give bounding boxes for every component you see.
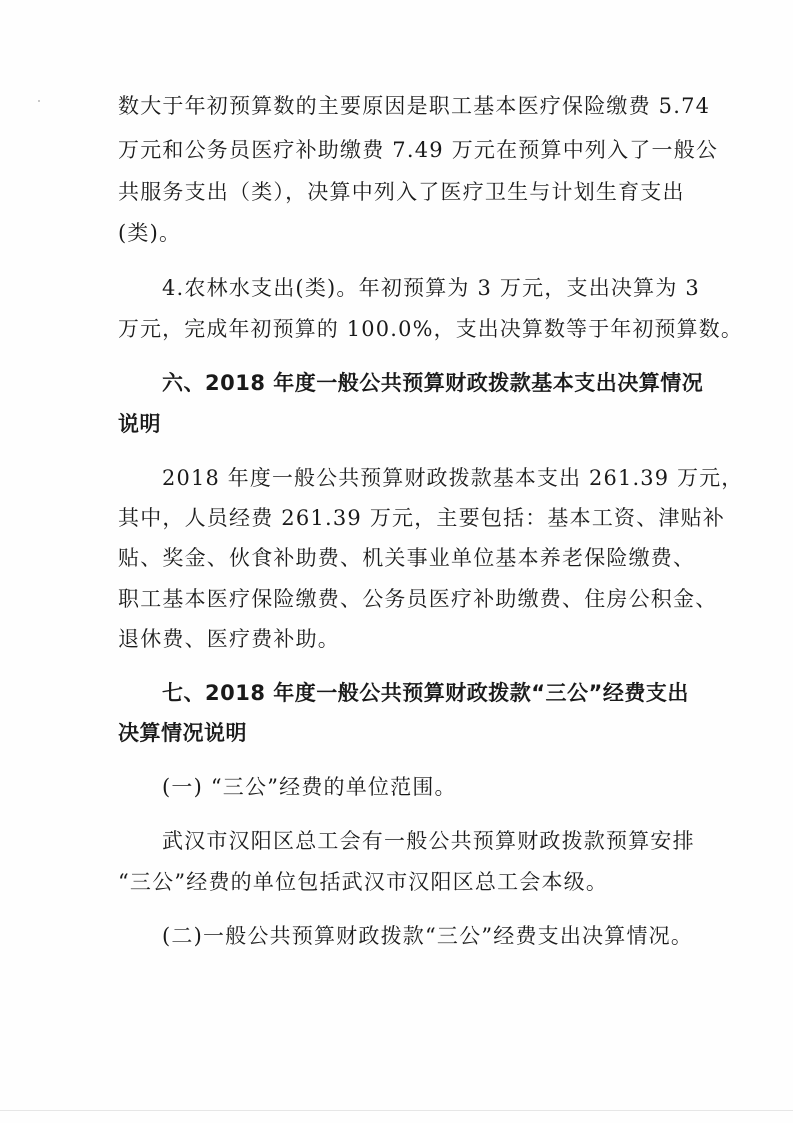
section-heading: 说明 (118, 412, 161, 436)
paragraph-line: 职工基本医疗保险缴费、公务员医疗补助缴费、住房公积金、 (118, 587, 718, 611)
paragraph-line: 万元，完成年初预算的 100.0%，支出决算数等于年初预算数。 (118, 317, 743, 341)
paragraph-line: 其中，人员经费 261.39 万元，主要包括：基本工资、津贴补 (118, 506, 726, 530)
paragraph-line: 万元和公务员医疗补助缴费 7.49 万元在预算中列入了一般公 (118, 138, 719, 162)
scan-speck (38, 100, 40, 102)
paragraph-line: “三公”经费的单位包括武汉市汉阳区总工会本级。 (118, 870, 609, 894)
section-heading: 七、2018 年度一般公共预算财政拨款“三公”经费支出 (162, 681, 689, 705)
paragraph-line: 4.农林水支出(类)。年初预算为 3 万元，支出决算为 3 (162, 276, 700, 300)
paragraph-line: 2018 年度一般公共预算财政拨款基本支出 261.39 万元， (162, 466, 744, 490)
paragraph-line: (类)。 (118, 221, 182, 245)
section-heading: 六、2018 年度一般公共预算财政拨款基本支出决算情况 (162, 371, 704, 395)
paragraph-line: 数大于年初预算数的主要原因是职工基本医疗保险缴费 5.74 (118, 94, 711, 118)
paragraph-line: 贴、奖金、伙食补助费、机关事业单位基本养老保险缴费、 (118, 546, 696, 570)
paragraph-line: 共服务支出（类），决算中列入了医疗卫生与计划生育支出 (118, 180, 685, 204)
page-bottom-edge (0, 1110, 793, 1111)
paragraph-line: 退休费、医疗费补助。 (118, 627, 340, 651)
subsection-title: (一) “三公”经费的单位范围。 (162, 775, 457, 799)
subsection-title: (二)一般公共预算财政拨款“三公”经费支出决算情况。 (162, 924, 694, 948)
section-heading: 决算情况说明 (118, 721, 247, 745)
paragraph-line: 武汉市汉阳区总工会有一般公共预算财政拨款预算安排 (162, 829, 695, 853)
